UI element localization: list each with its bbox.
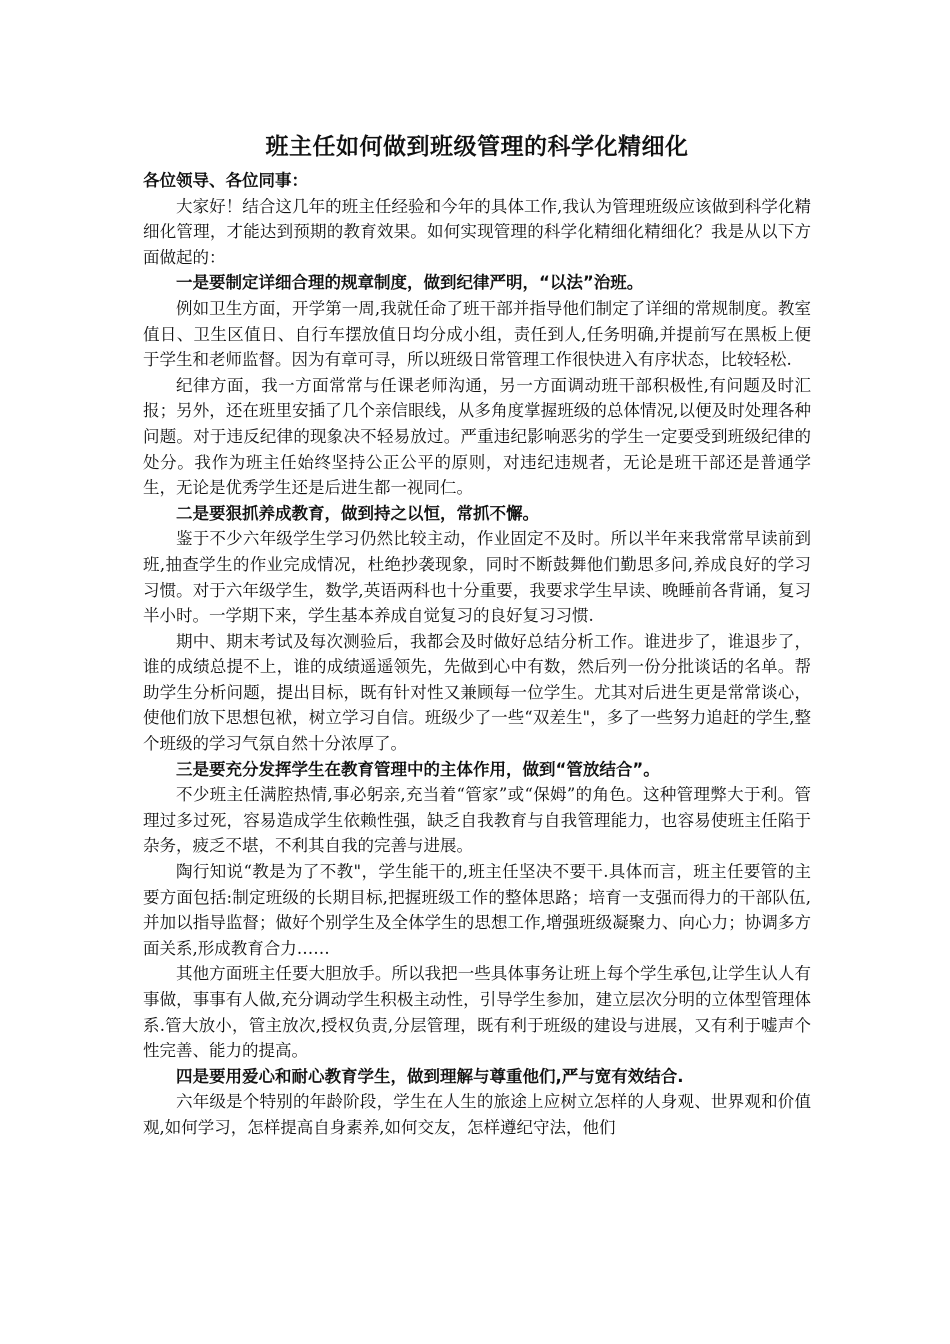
body-paragraph: 期中、期末考试及每次测验后，我都会及时做好总结分析工作。谁进步了，谁退步了，谁的成绩总提不上，谁的成绩遥遥领先，先做到心中有数，然后列一份分批谈话的名单。帮助学生分析问题，提出目标，既有针对性又兼顾每一位学生。尤其对后进生更是常常谈心，使他们放下思想包袱，树立学习自信。班级少了一些“双差生"，多了一些努力追赶的学生,整个班级的学习气氛自然十分浓厚了。	[143, 631, 811, 754]
body-paragraph: 纪律方面，我一方面常常与任课老师沟通，另一方面调动班干部积极性,有问题及时汇报；另外，还在班里安插了几个亲信眼线，从多角度掌握班级的总体情况,以便及时处理各种问题。对于违反纪律的现象决不轻易放过。严重违纪影响恶劣的学生一定要受到班级纪律的处分。我作为班主任始终坚持公正公平的原则，对违纪违规者，无论是班干部还是普通学生，无论是优秀学生还是后进生都一视同仁。	[143, 375, 811, 498]
body-paragraph: 例如卫生方面，开学第一周,我就任命了班干部并指导他们制定了详细的常规制度。教室值日、卫生区值日、自行车摆放值日均分成小组，责任到人,任务明确,并提前写在黑板上便于学生和老师监督。因为有章可寻，所以班级日常管理工作很快进入有序状态，比较轻松.	[143, 298, 811, 370]
body-paragraph: 其他方面班主任要大胆放手。所以我把一些具体事务让班上每个学生承包,让学生认人有事做，事事有人做,充分调动学生积极主动性，引导学生参加，建立层次分明的立体型管理体系.管大放小，管主放次,授权负责,分层管理，既有利于班级的建设与进展，又有利于嘘声个性完善、能力的提高。	[143, 964, 811, 1061]
document-page	[143, 130, 811, 1141]
section-heading: 四是要用爱心和耐心教育学生，做到理解与尊重他们,严与宽有效结合.	[176, 1066, 684, 1086]
body-paragraph: 大家好！结合这几年的班主任经验和今年的具体工作,我认为管理班级应该做到科学化精细化管理，才能达到预期的教育效果。如何实现管理的科学化精细化精细化？我是从以下方面做起的：	[143, 196, 811, 267]
document-title: 班主任如何做到班级管理的科学化精细化	[265, 134, 689, 160]
body-paragraph: 鉴于不少六年级学生学习仍然比较主动，作业固定不及时。所以半年来我常常早读前到班,抽查学生的作业完成情况，杜绝抄袭现象，同时不断鼓舞他们勤思多问,养成良好的学习习惯。对于六年级学生，数学,英语两科也十分重要，我要求学生早读、晚睡前各背诵，复习半小时。一学期下来，学生基本养成自觉复习的良好复习习惯.	[143, 529, 811, 626]
section-heading: 三是要充分发挥学生在教育管理中的主体作用，做到“管放结合”。	[176, 759, 660, 779]
body-paragraph: 不少班主任满腔热情,事必躬亲,充当着“管家”或“保姆”的角色。这种管理弊大于利。管理过多过死，容易造成学生依赖性强，缺乏自我教育与自我管理能力，也容易使班主任陷于杂务，疲乏不堪，不利其自我的完善与进展。	[143, 785, 811, 856]
salutation: 各位领导、各位同事：	[143, 171, 308, 190]
section-heading: 二是要狠抓养成教育，做到持之以恒，常抓不懈。	[176, 503, 539, 523]
body-paragraph: 陶行知说“教是为了不教"，学生能干的,班主任坚决不要干.具体而言，班主任要管的主要方面包括:制定班级的长期目标,把握班级工作的整体思路；培育一支强而得力的干部队伍,并加以指导监督；做好个别学生及全体学生的思想工作,增强班级凝聚力、向心力；协调多方面关系,形成教育合力……	[143, 862, 811, 958]
section-heading: 一是要制定详细合理的规章制度，做到纪律严明，“以法”治班。	[176, 273, 644, 293]
document-body	[143, 194, 811, 1141]
body-paragraph: 六年级是个特别的年龄阶段，学生在人生的旅途上应树立怎样的人身观、世界观和价值观,如何学习，怎样提高自身素养,如何交友，怎样遵纪守法，他们	[143, 1092, 811, 1137]
